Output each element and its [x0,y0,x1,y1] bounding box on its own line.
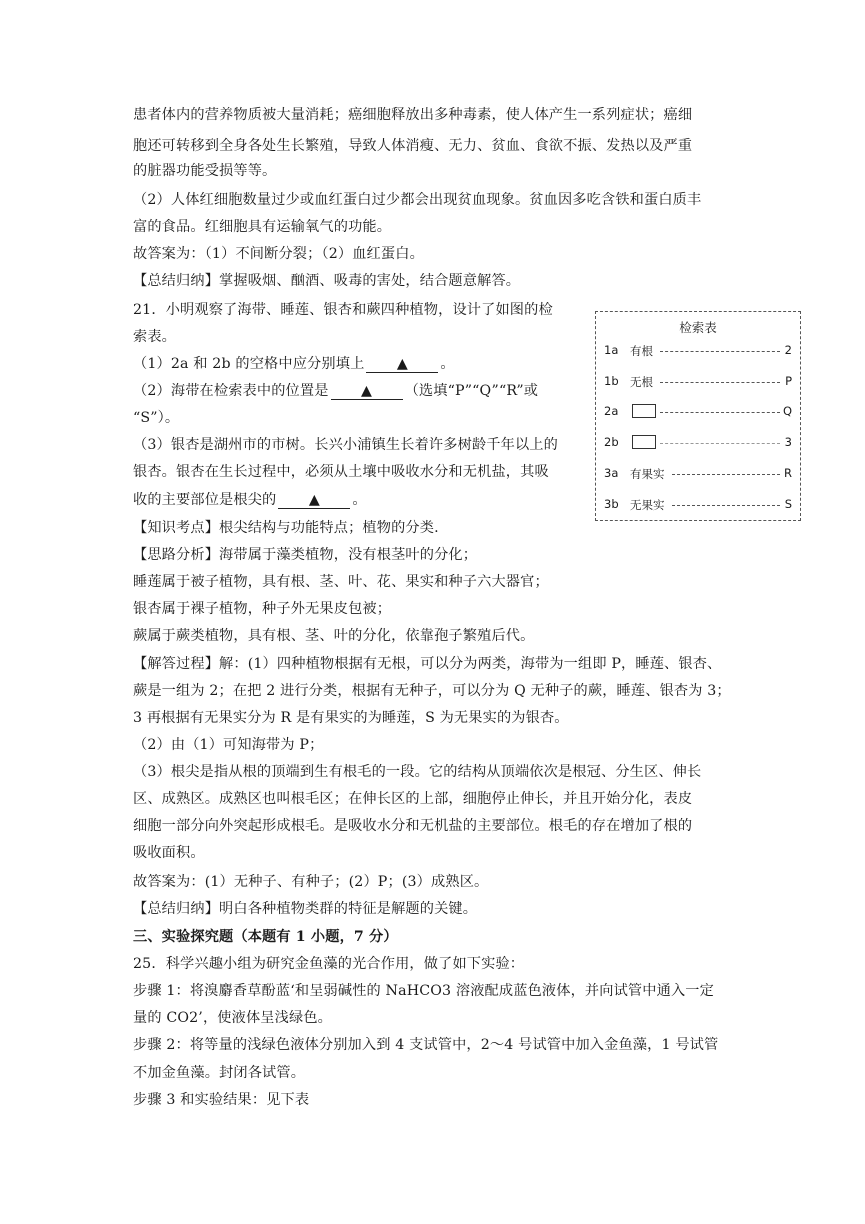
key-result: S [784,497,792,511]
key-code: 1a [604,343,619,357]
answer-blank: ▲ [331,383,403,400]
text-line: 的脏器功能受损等等。 [133,163,277,179]
question-text: 。 [352,492,367,508]
dashed-leader [660,382,780,383]
text-line: 3 再根据有无果实分为 R 是有果实的为睡莲，S 为无果实的为银杏。 [133,710,569,726]
question-text: （选填“P”“Q”“R”或 [404,383,539,399]
key-table [595,311,801,521]
text-line: 睡莲属于被子植物，具有根、茎、叶、花、果实和种子六大器官； [133,574,549,590]
key-label: 有根 [630,344,653,358]
text-line: 细胞一部分向外突起形成根毛。是吸收水分和无机盐的主要部位。根毛的存在增加了根的 [133,818,693,834]
key-row [604,497,792,515]
dashed-leader [660,351,780,352]
text-line: 胞还可转移到全身各处生长繁殖，导致人体消瘦、无力、贫血、食欲不振、发热以及严重 [133,138,693,154]
text-line: （2）人体红细胞数量过少或血红蛋白过少都会出现贫血现象。贫血因多吃含铁和蛋白质丰 [133,192,702,208]
key-table-title: 检索表 [679,320,717,335]
text-line [133,490,367,510]
text-line: 银杏属于裸子植物，种子外无果皮包被； [133,601,392,617]
key-row [604,466,792,484]
key-code: 3a [604,466,619,480]
question-text: （2）海带在检索表中的位置是 [133,383,329,399]
question-text: 收的主要部位是根尖的 [133,492,277,508]
key-row [604,435,792,453]
text-line: （3）根尖是指从根的顶端到生有根毛的一段。它的结构从顶端依次是根冠、分生区、伸长 [133,764,702,780]
empty-answer-box [632,404,656,418]
key-label: 有果实 [630,467,665,481]
dashed-leader [672,474,780,475]
question-25-title: 25．科学兴趣小组为研究金鱼藻的光合作用，做了如下实验： [133,956,525,972]
key-row [604,343,792,361]
text-line: 索表。 [133,329,177,345]
question-21-part1 [133,354,455,374]
step-line: 步骤 3 和实验结果：见下表 [133,1092,310,1108]
text-line: 区、成熟区。成熟区也叫根毛区；在伸长区的上部，细胞停止伸长，并且开始分化，表皮 [133,791,693,807]
key-result: P [785,374,792,388]
text-line: 不加金鱼藻。封闭各试管。 [133,1065,306,1081]
text-line: 蕨是一组为 2；在把 2 进行分类，根据有无种子，可以分为 Q 无种子的蕨，睡莲、银杏为 3； [133,683,731,699]
key-result: 2 [784,343,792,357]
key-code: 2b [604,435,619,449]
empty-answer-box [632,435,656,449]
dashed-leader [660,412,780,413]
question-21-part2 [133,381,538,401]
dashed-leader [660,443,780,444]
key-result: Q [782,404,792,418]
text-line: （2）由（1）可知海带为 P； [133,737,324,753]
text-line: 吸收面积。 [133,845,205,861]
solution-process: 【解答过程】解：(1）四种植物根据有无根，可以分为两类，海带为一组即 P，睡莲、银杏、 [133,656,722,672]
key-code: 2a [604,404,619,418]
knowledge-point: 【知识考点】根尖结构与功能特点；植物的分类. [133,520,439,536]
key-row [604,404,792,422]
analysis: 【思路分析】海带属于藻类植物，没有根茎叶的分化； [133,547,478,563]
key-label: 无根 [630,375,653,389]
text-line: “S”）。 [133,410,180,426]
dashed-leader [672,505,780,506]
question-text: 。 [440,356,455,372]
key-result: 3 [784,435,792,449]
text-line: 银杏。银杏在生长过程中，必须从土壤中吸收水分和无机盐，其吸 [133,464,549,480]
key-label: 无果实 [630,498,665,512]
text-line: 富的食品。红细胞具有运输氧气的功能。 [133,219,392,235]
section-heading: 三、实验探究题（本题有 1 小题，7 分） [133,929,398,945]
question-21-part3: （3）银杏是湖州市的市树。长兴小浦镇生长着许多树龄千年以上的 [133,437,558,453]
text-line: 量的 CO2’，使液体呈浅绿色。 [133,1010,332,1026]
text-line: 患者体内的营养物质被大量消耗；癌细胞释放出多种毒素，使人体产生一系列症状；癌细 [133,107,693,123]
step-line: 步骤 1：将溴麝香草酚蓝‘和呈弱碱性的 NaHCO3 溶液配成蓝色液体，并向试管中通入一定 [133,983,714,999]
answer-blank: ▲ [278,492,350,509]
summary-line: 【总结归纳】明白各种植物类群的特征是解题的关键。 [133,901,478,917]
question-text: （1）2a 和 2b 的空格中应分别填上 [133,356,365,372]
step-line: 步骤 2：将等量的浅绿色液体分别加入到 4 支试管中，2～4 号试管中加入金鱼藻，1 号试管 [133,1037,719,1053]
key-code: 3b [604,497,619,511]
summary-line: 【总结归纳】掌握吸烟、酗酒、吸毒的害处，结合题意解答。 [133,273,521,289]
answer-line: 故答案为：(1）无种子、有种子；(2）P；(3）成熟区。 [133,874,489,890]
answer-blank: ▲ [366,356,438,373]
key-row [604,374,792,392]
text-line: 蕨属于蕨类植物，具有根、茎、叶的分化，依靠孢子繁殖后代。 [133,628,535,644]
question-21-title: 21．小明观察了海带、睡莲、银杏和蕨四种植物，设计了如图的检 [133,302,553,318]
text-line: 故答案为：（1）不间断分裂；（2）血红蛋白。 [133,246,424,262]
key-code: 1b [604,374,619,388]
key-result: R [784,466,792,480]
